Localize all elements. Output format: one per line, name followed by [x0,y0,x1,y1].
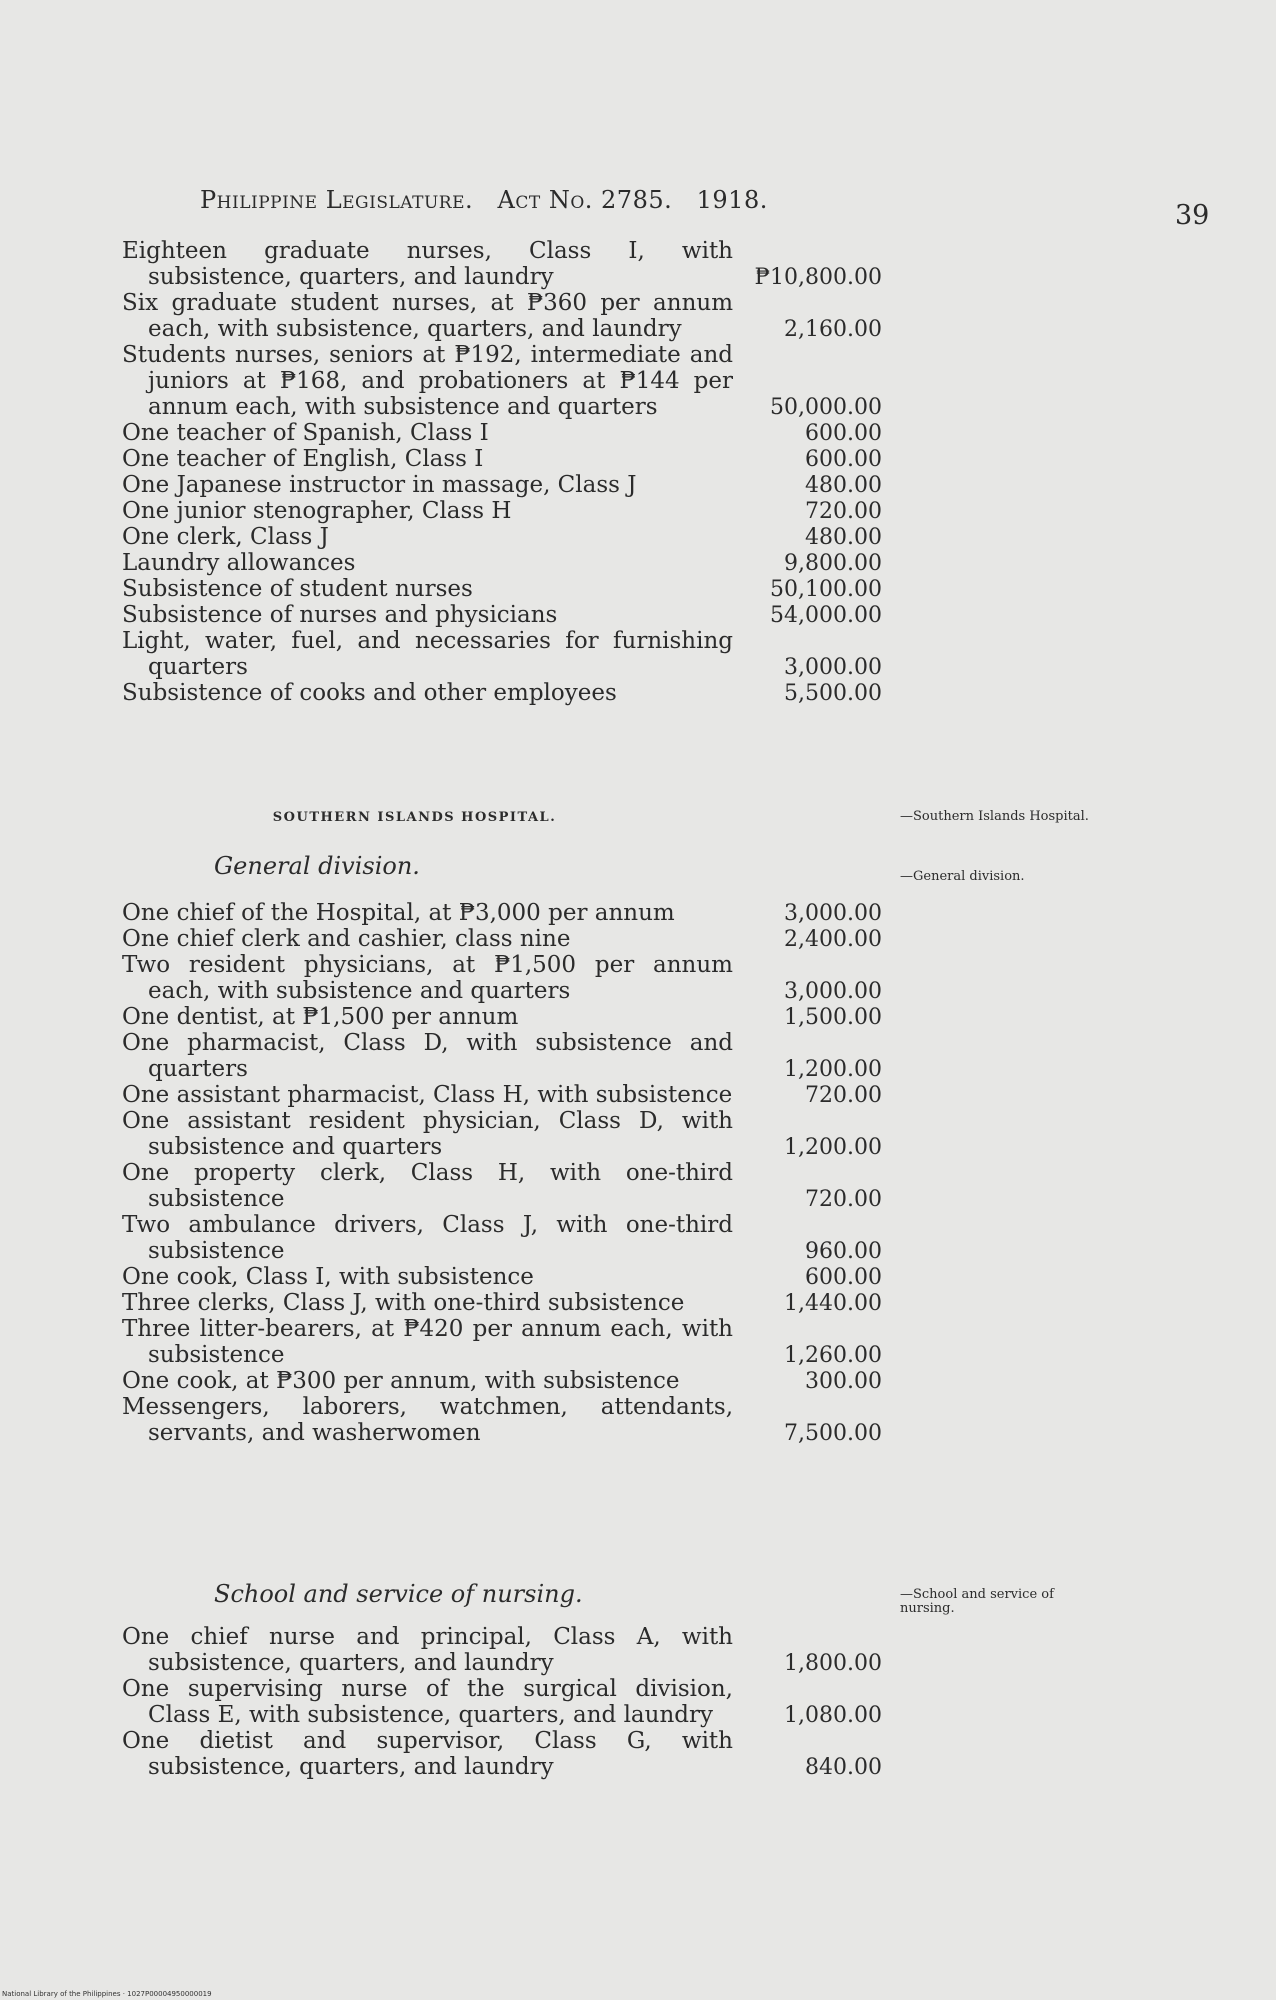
line-item-description: One cook, at ₱300 per annum, with subsistence [122,1368,680,1394]
line-item [122,576,882,602]
line-item [122,680,882,706]
southern-hospital-heading: SOUTHERN ISLANDS HOSPITAL. [272,810,557,825]
line-item-description: Three clerks, Class J, with one-third subsistence [122,1290,685,1316]
line-item-amount: 7,500.00 [784,1421,882,1446]
line-item-description: One property clerk, Class H, with one-third subsistence [122,1160,733,1212]
line-item-description: Two resident physicians, at ₱1,500 per annum each, with subsistence and quarters [122,952,733,1004]
line-item-amount: 600.00 [805,421,882,446]
southern-margin-note: —Southern Islands Hospital. [900,809,1089,824]
line-item [122,1082,882,1108]
line-item-description: One dentist, at ₱1,500 per annum [122,1004,519,1030]
line-item-amount: 480.00 [805,473,882,498]
line-item-description: Two ambulance drivers, Class J, with one-third subsistence [122,1212,733,1264]
line-item [122,1728,882,1780]
line-item-description: One dietist and supervisor, Class G, with subsistence, quarters, and laundry [122,1728,733,1780]
line-item-amount: 2,160.00 [784,317,882,342]
publication-title: Philippine Legislature. [200,186,474,214]
line-item [122,1676,882,1728]
line-item [122,420,882,446]
footer-credit: National Library of the Philippines · 1027P00004950000019 [2,1990,212,1998]
line-item [122,1624,882,1676]
general-division-heading: General division. [214,852,420,880]
line-item-description: Students nurses, seniors at ₱192, intermediate and juniors at ₱168, and probationers at ₱144 per annum each, with subsistence and quarters [122,342,733,420]
line-item-amount: 3,000.00 [784,901,882,926]
line-item-description: Subsistence of student nurses [122,576,473,602]
act-number: Act No. 2785. [497,186,673,214]
line-item-description: One clerk, Class J [122,524,329,550]
line-item-description: One teacher of English, Class I [122,446,484,472]
running-header [200,186,768,214]
line-item [122,524,882,550]
line-item-description: One assistant pharmacist, Class H, with subsistence [122,1082,733,1108]
line-item [122,602,882,628]
line-item-amount: 1,800.00 [784,1651,882,1676]
line-item [122,446,882,472]
line-item-amount: 1,440.00 [784,1291,882,1316]
line-item [122,1212,882,1264]
line-item-description: Subsistence of cooks and other employees [122,680,617,706]
line-item-amount: 300.00 [805,1369,882,1394]
line-item-description: One chief nurse and principal, Class A, with subsistence, quarters, and laundry [122,1624,733,1676]
line-item-amount: 50,000.00 [770,395,882,420]
line-item-amount: 840.00 [805,1755,882,1780]
line-item-description: One supervising nurse of the surgical division, Class E, with subsistence, quarters, and laundry [122,1676,733,1728]
general-margin-note: —General division. [900,869,1025,884]
line-item [122,238,882,290]
line-item-amount: 3,000.00 [784,655,882,680]
line-item-description: One cook, Class I, with subsistence [122,1264,534,1290]
line-item-description: One junior stenographer, Class H [122,498,512,524]
line-item-description: One chief clerk and cashier, class nine [122,926,571,952]
line-item [122,1316,882,1368]
line-item-description: Three litter-bearers, at ₱420 per annum each, with subsistence [122,1316,733,1368]
line-item [122,1290,882,1316]
line-item [122,472,882,498]
line-item-amount: 480.00 [805,525,882,550]
nursing-margin-note: —School and service of nursing. [900,1587,1054,1616]
line-item [122,550,882,576]
line-item [122,342,882,420]
line-item-amount: 1,080.00 [784,1703,882,1728]
line-item-amount: 54,000.00 [770,603,882,628]
line-item-description: Light, water, fuel, and necessaries for furnishing quarters [122,628,733,680]
line-item [122,952,882,1004]
line-item [122,1394,882,1446]
line-item-description: One Japanese instructor in massage, Class J [122,472,637,498]
line-item [122,900,882,926]
nursing-section [122,1624,952,1780]
line-item-description: One teacher of Spanish, Class I [122,420,489,446]
line-item-amount: ₱10,800.00 [754,265,882,290]
line-item [122,1030,882,1082]
page-number: 39 [1175,200,1210,231]
line-item-description: Subsistence of nurses and physicians [122,602,558,628]
year: 1918. [696,186,768,214]
line-item-description: One pharmacist, Class D, with subsistence and quarters [122,1030,733,1082]
line-item-description: Eighteen graduate nurses, Class I, with subsistence, quarters, and laundry [122,238,733,290]
line-item-description: Messengers, laborers, watchmen, attendants, servants, and washerwomen [122,1394,733,1446]
line-item [122,1264,882,1290]
line-item-amount: 5,500.00 [784,681,882,706]
line-item-description: Laundry allowances [122,550,356,576]
line-item-amount: 1,200.00 [784,1057,882,1082]
line-item [122,628,882,680]
line-item-amount: 720.00 [805,499,882,524]
line-item-description: One chief of the Hospital, at ₱3,000 per annum [122,900,675,926]
line-item-description: Six graduate student nurses, at ₱360 per annum each, with subsistence, quarters, and laundry [122,290,733,342]
nurses-section [122,238,952,706]
line-item-amount: 600.00 [805,1265,882,1290]
nursing-heading: School and service of nursing. [214,1580,583,1608]
line-item-amount: 9,800.00 [784,551,882,576]
line-item [122,290,882,342]
line-item-amount: 2,400.00 [784,927,882,952]
line-item [122,926,882,952]
line-item [122,1108,882,1160]
line-item-amount: 1,200.00 [784,1135,882,1160]
line-item [122,1160,882,1212]
line-item-amount: 600.00 [805,447,882,472]
line-item [122,498,882,524]
line-item-amount: 1,500.00 [784,1005,882,1030]
line-item [122,1368,882,1394]
line-item-amount: 3,000.00 [784,979,882,1004]
line-item-amount: 960.00 [805,1239,882,1264]
line-item-amount: 720.00 [805,1187,882,1212]
line-item [122,1004,882,1030]
line-item-description: One assistant resident physician, Class D, with subsistence and quarters [122,1108,733,1160]
line-item-amount: 50,100.00 [770,577,882,602]
line-item-amount: 720.00 [805,1083,882,1108]
line-item-amount: 1,260.00 [784,1343,882,1368]
general-division-section [122,900,952,1446]
